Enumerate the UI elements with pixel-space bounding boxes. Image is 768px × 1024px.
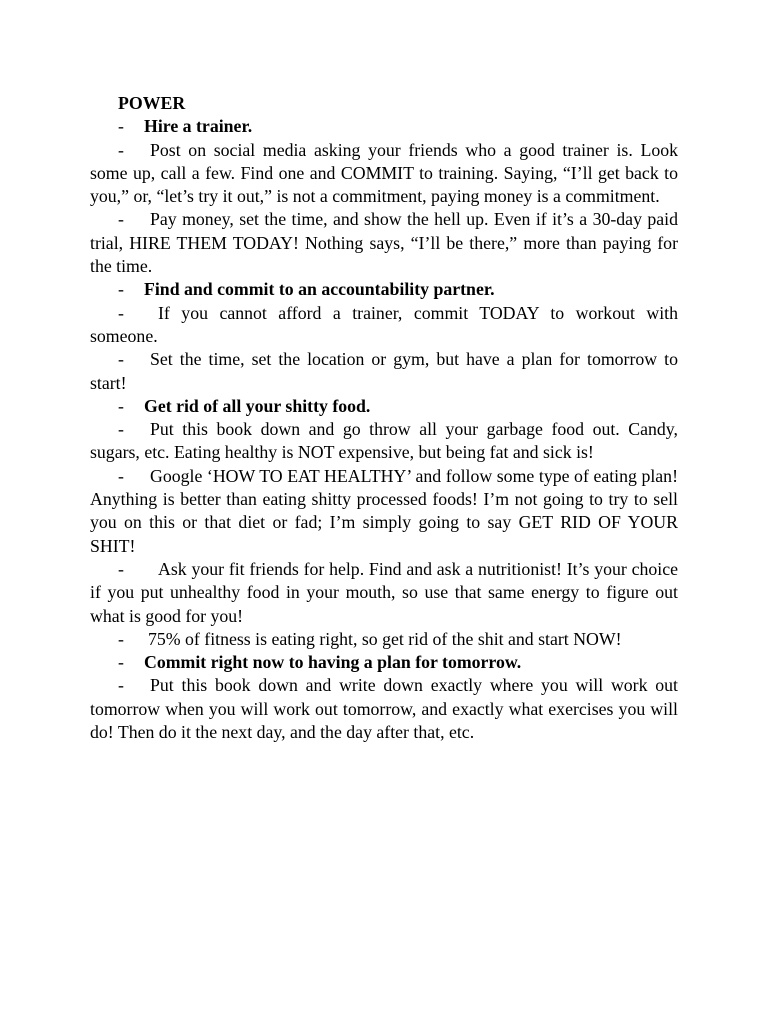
list-item [90, 628, 678, 651]
item-text: If you cannot afford a trainer, commit TODAY to workout with someone. [90, 302, 678, 346]
list-item [90, 302, 678, 349]
bullet-dash: - [118, 302, 124, 323]
bullet-dash: - [118, 628, 124, 649]
item-text: Ask your fit friends for help. Find and ask a nutritionist! It’s your choice if you put unhealthy food in your mouth, so use that same energy to figure out what is good for you! [90, 558, 678, 626]
list-item [90, 418, 678, 465]
item-heading: Commit right now to having a plan for tomorrow. [144, 652, 522, 673]
item-text: Put this book down and go throw all your garbage food out. Candy, sugars, etc. Eating healthy is NOT expensive, but being fat and sick is! [90, 419, 678, 463]
item-text: Set the time, set the location or gym, but have a plan for tomorrow to start! [90, 349, 678, 393]
list-item [90, 465, 678, 558]
list-item [90, 208, 678, 278]
list-item [90, 115, 678, 138]
list-item [90, 348, 678, 395]
bullet-dash: - [118, 209, 124, 230]
list-item [90, 558, 678, 628]
item-text: Google ‘HOW TO EAT HEALTHY’ and follow some type of eating plan! Anything is better than eating shitty processed foods! I’m not going to try to sell you on this or that diet or fad; I’m simply going to say GET RID OF YOUR SHIT! [90, 465, 678, 556]
bullet-dash: - [118, 419, 124, 440]
bullet-dash: - [118, 139, 124, 160]
bullet-dash: - [118, 675, 124, 696]
section-title: POWER [118, 93, 186, 113]
bullet-dash: - [118, 116, 124, 137]
item-heading: Hire a trainer. [144, 116, 253, 137]
item-text: Post on social media asking your friends who a good trainer is. Look some up, call a few. Find one and COMMIT to training. Saying, “I’ll get back to you,” or, “let’s try it out,” is not a commitment, paying money is a commitment. [90, 139, 678, 207]
bullet-dash: - [118, 279, 124, 300]
list-item [90, 651, 678, 674]
item-text: 75% of fitness is eating right, so get rid of the shit and start NOW! [148, 628, 622, 649]
bullet-dash: - [118, 652, 124, 673]
bullet-dash: - [118, 465, 124, 486]
bullet-dash: - [118, 558, 124, 579]
list-item [90, 395, 678, 418]
list-item [90, 139, 678, 209]
item-text: Put this book down and write down exactly where you will work out tomorrow when you will work out tomorrow, and exactly what exercises you will do! Then do it the next day, and the day after that, etc. [90, 675, 678, 743]
list-item [90, 674, 678, 744]
item-heading: Find and commit to an accountability partner. [144, 279, 495, 300]
list-item [90, 278, 678, 301]
item-text: Pay money, set the time, and show the hell up. Even if it’s a 30-day paid trial, HIRE THEM TODAY! Nothing says, “I’ll be there,” more than paying for the time. [90, 209, 678, 277]
bullet-dash: - [118, 349, 124, 370]
document-page [90, 92, 678, 744]
item-heading: Get rid of all your shitty food. [144, 395, 371, 416]
bullet-dash: - [118, 395, 124, 416]
